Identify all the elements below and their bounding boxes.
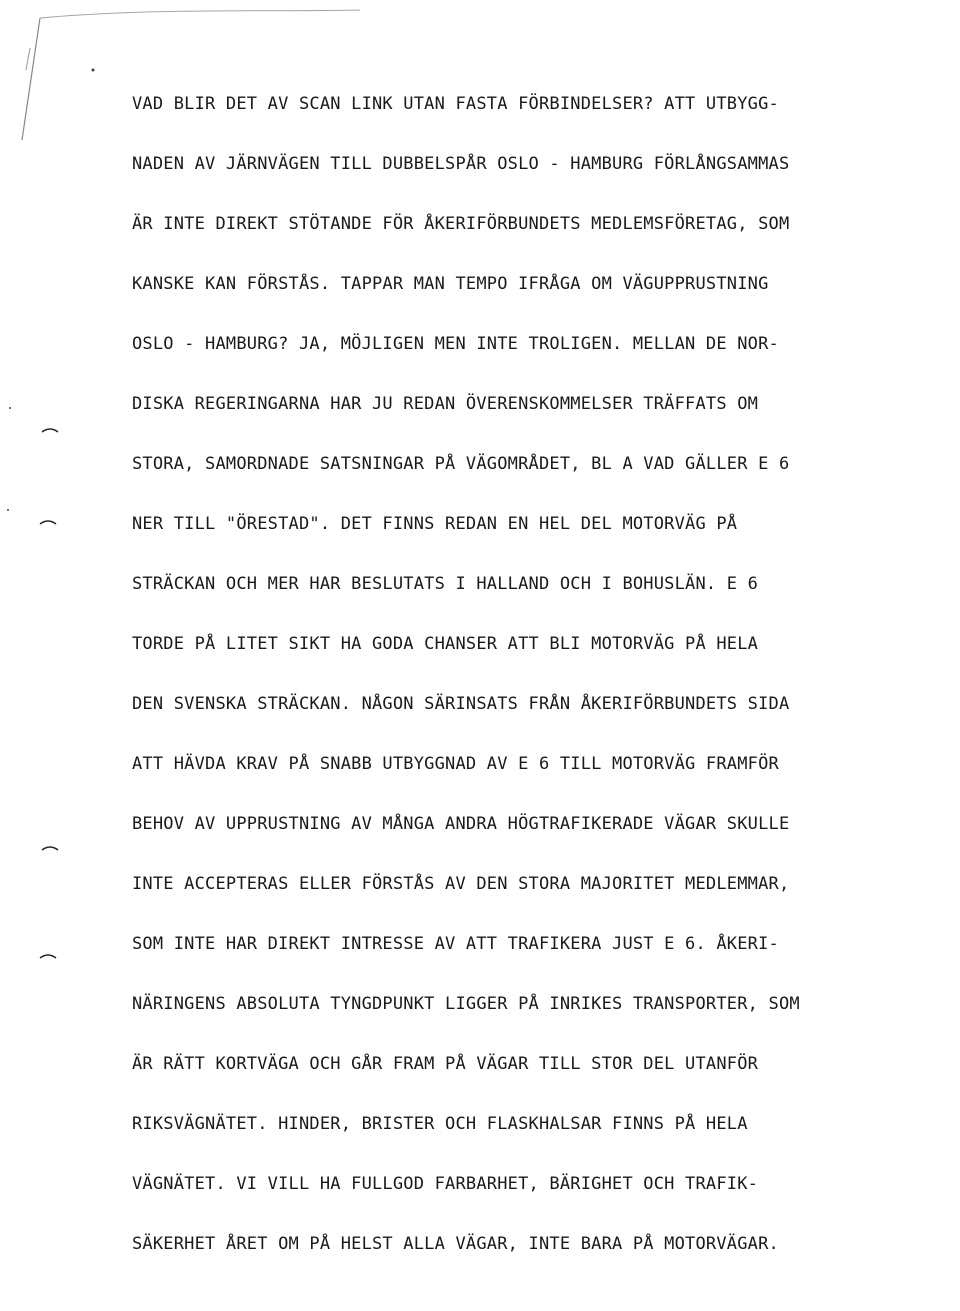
text-line: STRÄCKAN OCH MER HAR BESLUTATS I HALLAND OCH I BOHUSLÄN. E 6 (132, 574, 759, 594)
text-line: NER TILL "ÖRESTAD". DET FINNS REDAN EN HEL DEL MOTORVÄG PÅ (132, 514, 738, 534)
text-line: RIKSVÄGNÄTET. HINDER, BRISTER OCH FLASKHALSAR FINNS PÅ HELA (132, 1114, 748, 1134)
text-line: VÄGNÄTET. VI VILL HA FULLGOD FARBARHET, BÄRIGHET OCH TRAFIK- (132, 1174, 759, 1194)
text-line: DEN SVENSKA STRÄCKAN. NÅGON SÄRINSATS FRÅN ÅKERIFÖRBUNDETS SIDA (132, 694, 790, 714)
text-line: BEHOV AV UPPRUSTNING AV MÅNGA ANDRA HÖGTRAFIKERADE VÄGAR SKULLE (132, 814, 790, 834)
text-line: ÄR RÄTT KORTVÄGA OCH GÅR FRAM PÅ VÄGAR TILL STOR DEL UTANFÖR (132, 1054, 759, 1074)
text-line: TORDE PÅ LITET SIKT HA GODA CHANSER ATT BLI MOTORVÄG PÅ HELA (132, 634, 759, 654)
text-line: VAD BLIR DET AV SCAN LINK UTAN FASTA FÖRBINDELSER? ATT UTBYGG- (132, 94, 779, 114)
text-line: STORA, SAMORDNADE SATSNINGAR PÅ VÄGOMRÅDET, BL A VAD GÄLLER E 6 (132, 454, 790, 474)
typed-letter-body (132, 88, 892, 1288)
text-line: ÄR INTE DIREKT STÖTANDE FÖR ÅKERIFÖRBUNDETS MEDLEMSFÖRETAG, SOM (132, 214, 790, 234)
text-line: KANSKE KAN FÖRSTÅS. TAPPAR MAN TEMPO IFRÅGA OM VÄGUPPRUSTNING (132, 274, 769, 294)
text-line: SOM INTE HAR DIREKT INTRESSE AV ATT TRAFIKERA JUST E 6. ÅKERI- (132, 934, 779, 954)
text-line: OSLO - HAMBURG? JA, MÖJLIGEN MEN INTE TROLIGEN. MELLAN DE NOR- (132, 334, 779, 354)
text-line: DISKA REGERINGARNA HAR JU REDAN ÖVERENSKOMMELSER TRÄFFATS OM (132, 394, 759, 414)
text-line: ATT HÄVDA KRAV PÅ SNABB UTBYGGNAD AV E 6 TILL MOTORVÄG FRAMFÖR (132, 754, 779, 774)
text-line: INTE ACCEPTERAS ELLER FÖRSTÅS AV DEN STORA MAJORITET MEDLEMMAR, (132, 874, 790, 894)
text-line: NADEN AV JÄRNVÄGEN TILL DUBBELSPÅR OSLO - HAMBURG FÖRLÅNGSAMMAS (132, 154, 790, 174)
text-line: NÄRINGENS ABSOLUTA TYNGDPUNKT LIGGER PÅ INRIKES TRANSPORTER, SOM (132, 994, 800, 1014)
text-line: SÄKERHET ÅRET OM PÅ HELST ALLA VÄGAR, INTE BARA PÅ MOTORVÄGAR. (132, 1234, 779, 1254)
